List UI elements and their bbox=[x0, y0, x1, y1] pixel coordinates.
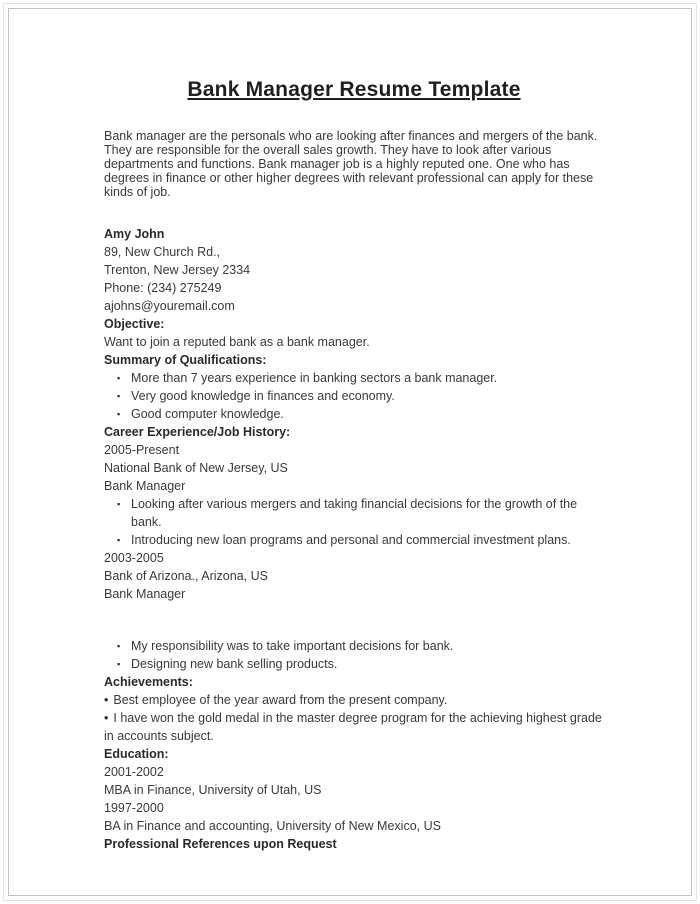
section-heading: Achievements: bbox=[104, 675, 193, 689]
round-bullet-icon: • bbox=[104, 711, 109, 725]
square-bullet-icon: ▪ bbox=[117, 373, 121, 383]
resume-line: 2001-2002 bbox=[104, 765, 164, 779]
resume-line: Trenton, New Jersey 2334 bbox=[104, 263, 251, 277]
bullet-text: Good computer knowledge. bbox=[131, 407, 284, 421]
resume-document bbox=[104, 78, 604, 853]
resume-line: ajohns@youremail.com bbox=[104, 299, 235, 313]
round-bullet-icon: • bbox=[104, 693, 109, 707]
square-bullet-icon: ▪ bbox=[117, 641, 121, 651]
bullet-item bbox=[104, 691, 604, 709]
bullet-item bbox=[104, 387, 604, 405]
resume-line: 89, New Church Rd., bbox=[104, 245, 221, 259]
bullet-text: Very good knowledge in finances and economy. bbox=[131, 389, 395, 403]
bullet-text: Designing new bank selling products. bbox=[131, 657, 338, 671]
bullet-item bbox=[104, 637, 604, 655]
line-spacer bbox=[104, 603, 604, 637]
section-heading: Amy John bbox=[104, 227, 165, 241]
bullet-text: More than 7 years experience in banking sectors a bank manager. bbox=[131, 371, 498, 385]
square-bullet-icon: ▪ bbox=[117, 409, 121, 419]
resume-line: Bank Manager bbox=[104, 479, 186, 493]
bullet-text: My responsibility was to take important decisions for bank. bbox=[131, 639, 454, 653]
section-heading: Objective: bbox=[104, 317, 165, 331]
resume-line: MBA in Finance, University of Utah, US bbox=[104, 783, 322, 797]
section-heading: Professional References upon Request bbox=[104, 837, 337, 851]
resume-line: Bank of Arizona., Arizona, US bbox=[104, 569, 268, 583]
resume-line: 2003-2005 bbox=[104, 551, 164, 565]
resume-line: Phone: (234) 275249 bbox=[104, 281, 222, 295]
bullet-text: Introducing new loan programs and personal and commercial investment plans. bbox=[131, 533, 571, 547]
resume-line: 2005-Present bbox=[104, 443, 180, 457]
square-bullet-icon: ▪ bbox=[117, 659, 121, 669]
section-heading: Career Experience/Job History: bbox=[104, 425, 291, 439]
bullet-text: Best employee of the year award from the present company. bbox=[113, 693, 448, 707]
intro-paragraph: Bank manager are the personals who are looking after finances and mergers of the bank. They are responsible for the overall sales growth. They have to look after various departments and functions. Bank manager job is a highly reputed one. One who has degrees in finance or other higher degrees with relevant professional can apply for these kinds of job. bbox=[104, 129, 598, 199]
resume-line: BA in Finance and accounting, University of New Mexico, US bbox=[104, 819, 441, 833]
resume-line: Want to join a reputed bank as a bank manager. bbox=[104, 335, 370, 349]
square-bullet-icon: ▪ bbox=[117, 391, 121, 401]
bullet-item bbox=[104, 495, 604, 531]
resume-line: National Bank of New Jersey, US bbox=[104, 461, 288, 475]
page-title: Bank Manager Resume Template bbox=[187, 78, 521, 101]
square-bullet-icon: ▪ bbox=[117, 499, 121, 509]
bullet-item bbox=[104, 369, 604, 387]
resume-lines bbox=[104, 225, 604, 853]
resume-line: Bank Manager bbox=[104, 587, 186, 601]
section-heading: Education: bbox=[104, 747, 169, 761]
bullet-item bbox=[104, 531, 604, 549]
bullet-item bbox=[104, 405, 604, 423]
bullet-item bbox=[104, 655, 604, 673]
section-heading: Summary of Qualifications: bbox=[104, 353, 267, 367]
bullet-item bbox=[104, 709, 604, 745]
square-bullet-icon: ▪ bbox=[117, 535, 121, 545]
bullet-text: I have won the gold medal in the master degree program for the achieving highest grade in accounts subject. bbox=[104, 711, 602, 743]
bullet-text: Looking after various mergers and taking financial decisions for the growth of the bank. bbox=[131, 497, 578, 529]
resume-line: 1997-2000 bbox=[104, 801, 164, 815]
